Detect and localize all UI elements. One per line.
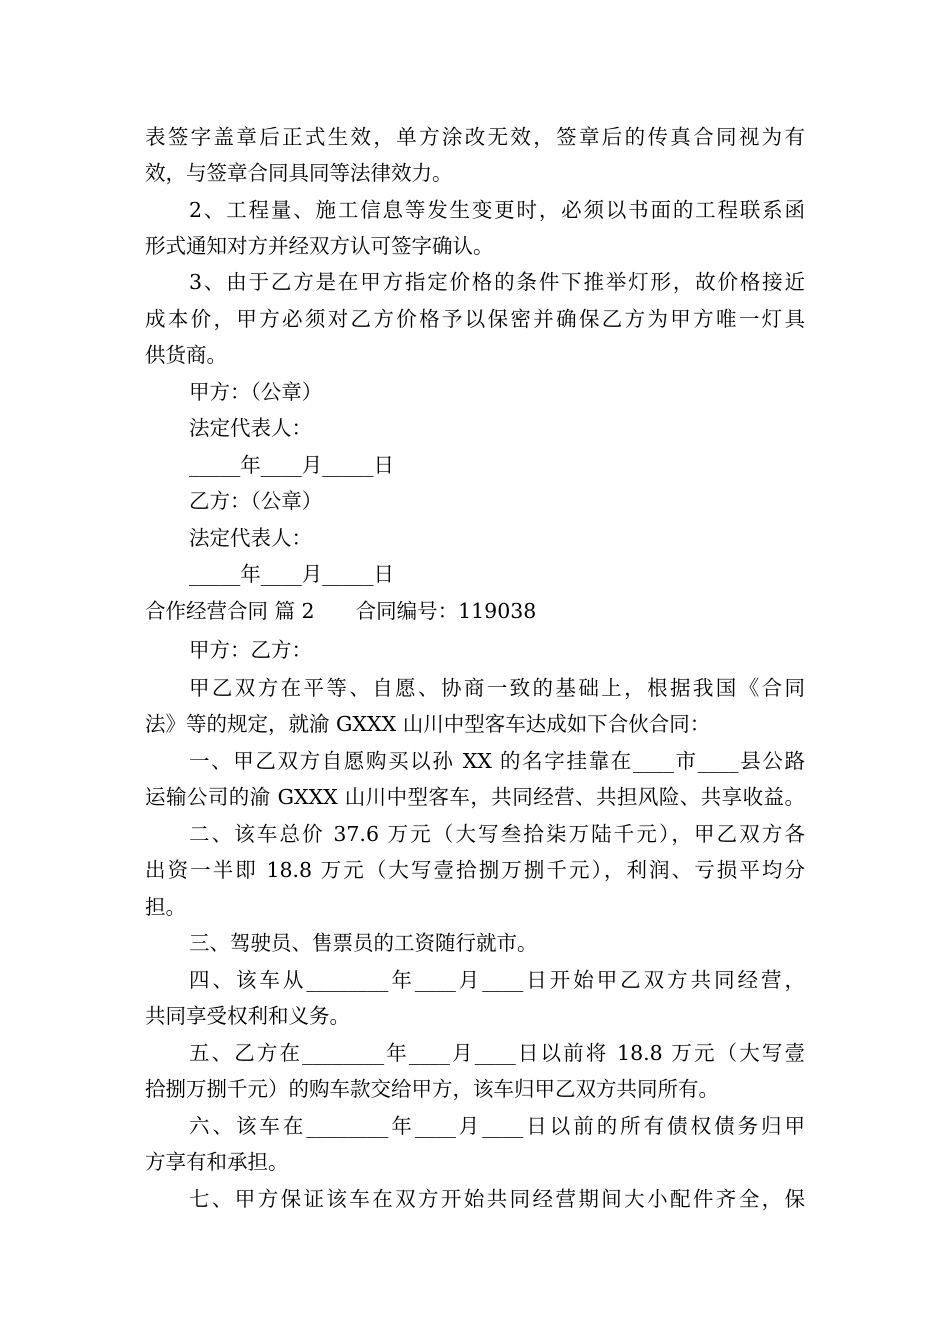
paragraph-line: 甲乙双方在平等、自愿、协商一致的基础上，根据我国《合同 [189, 676, 805, 700]
signature-party-b: 乙方：（公章） [189, 489, 323, 513]
signature-representative-b: 法定代表人： [189, 526, 312, 550]
clause-line: 共同享受权利和义务。 [145, 1004, 350, 1028]
signature-representative-a: 法定代表人： [189, 416, 312, 440]
paragraph-line: 3、由于乙方是在甲方指定价格的条件下推举灯形，故价格接近 [189, 270, 805, 294]
clause-line: 三、驾驶员、售票员的工资随行就市。 [189, 931, 538, 955]
signature-party-a: 甲方：（公章） [189, 380, 323, 404]
clause-line: 四、该车从________年____月____日开始甲乙双方共同经营， [189, 968, 805, 992]
clause-line: 方享有和承担。 [145, 1150, 289, 1174]
contract-heading: 合作经营合同 篇 2 合同编号：119038 [145, 599, 537, 623]
signature-date-b: _____年____月_____日 [189, 562, 394, 586]
clause-line: 担。 [145, 895, 186, 919]
paragraph-line: 成本价，甲方必须对乙方价格予以保密并确保乙方为甲方唯一灯具 [145, 307, 805, 331]
paragraph-line: 法》等的规定，就渝 GXXX 山川中型客车达成如下合伙合同： [145, 712, 711, 736]
clause-line: 五、乙方在________年____月____日以前将 18.8 万元（大写壹 [189, 1041, 805, 1065]
parties-line: 甲方：乙方： [189, 638, 312, 662]
clause-line: 六、该车在________年____月____日以前的所有债权债务归甲 [189, 1114, 805, 1138]
clause-line: 拾捌万捌千元）的购车款交给甲方，该车归甲乙双方共同所有。 [145, 1077, 719, 1101]
paragraph-line: 效，与签章合同具同等法律效力。 [145, 161, 453, 185]
paragraph-line: 供货商。 [145, 343, 227, 367]
clause-line: 出资一半即 18.8 万元（大写壹拾捌万捌千元），利润、亏损平均分 [145, 858, 805, 882]
paragraph-line: 2、工程量、施工信息等发生变更时，必须以书面的工程联系函 [189, 198, 805, 222]
clause-line: 二、该车总价 37.6 万元（大写叁拾柒万陆千元），甲乙双方各 [189, 822, 805, 846]
signature-date-a: _____年____月_____日 [189, 453, 394, 477]
paragraph-line: 形式通知对方并经双方认可签字确认。 [145, 234, 494, 258]
clause-line: 七、甲方保证该车在双方开始共同经营期间大小配件齐全，保 [189, 1187, 805, 1211]
paragraph-line: 表签字盖章后正式生效，单方涂改无效，签章后的传真合同视为有 [145, 125, 805, 149]
clause-line: 运输公司的渝 GXXX 山川中型客车，共同经营、共担风险、共享收益。 [145, 785, 805, 809]
clause-line: 一、甲乙双方自愿购买以孙 XX 的名字挂靠在____市____县公路 [189, 749, 805, 773]
